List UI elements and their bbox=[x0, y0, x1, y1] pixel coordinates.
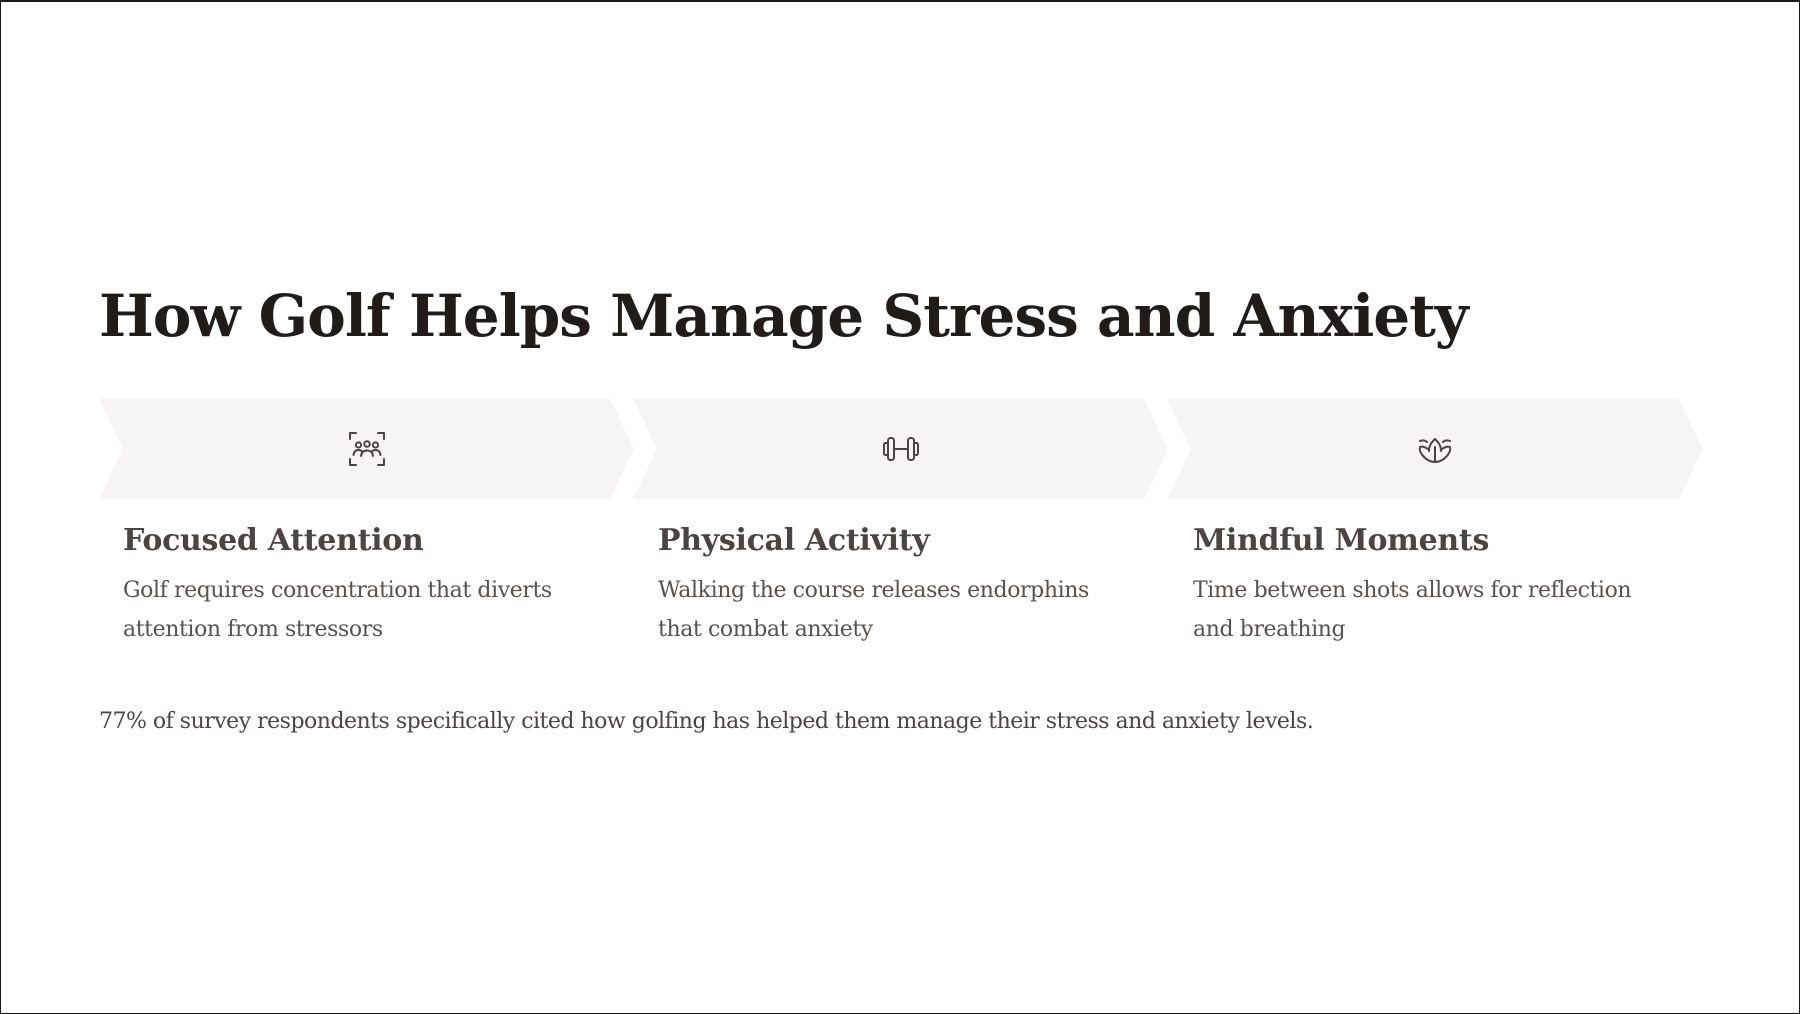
step-physical-activity bbox=[658, 517, 1138, 649]
step-arrow-mindful-moments bbox=[1167, 399, 1703, 499]
step-description: Time between shots allows for reflection and breathing bbox=[1193, 578, 1632, 642]
step-heading: Focused Attention bbox=[123, 523, 424, 558]
dumbbell-icon bbox=[881, 429, 921, 469]
step-arrow-focused-attention bbox=[99, 399, 634, 499]
survey-footnote: 77% of survey respondents specifically cited how golfing has helped them manage their stress and anxiety levels. bbox=[99, 709, 1314, 734]
step-mindful-moments bbox=[1193, 517, 1673, 649]
process-arrows bbox=[99, 399, 1703, 499]
step-focused-attention bbox=[123, 517, 603, 649]
step-heading: Physical Activity bbox=[658, 523, 930, 558]
focus-group-icon bbox=[347, 429, 387, 469]
slide-title: How Golf Helps Manage Stress and Anxiety bbox=[99, 282, 1468, 350]
step-heading: Mindful Moments bbox=[1193, 523, 1490, 558]
step-arrow-physical-activity bbox=[633, 399, 1168, 499]
mindful-hands-icon bbox=[1415, 429, 1455, 469]
step-description: Walking the course releases endorphins that combat anxiety bbox=[658, 578, 1089, 642]
step-description: Golf requires concentration that diverts attention from stressors bbox=[123, 578, 552, 642]
